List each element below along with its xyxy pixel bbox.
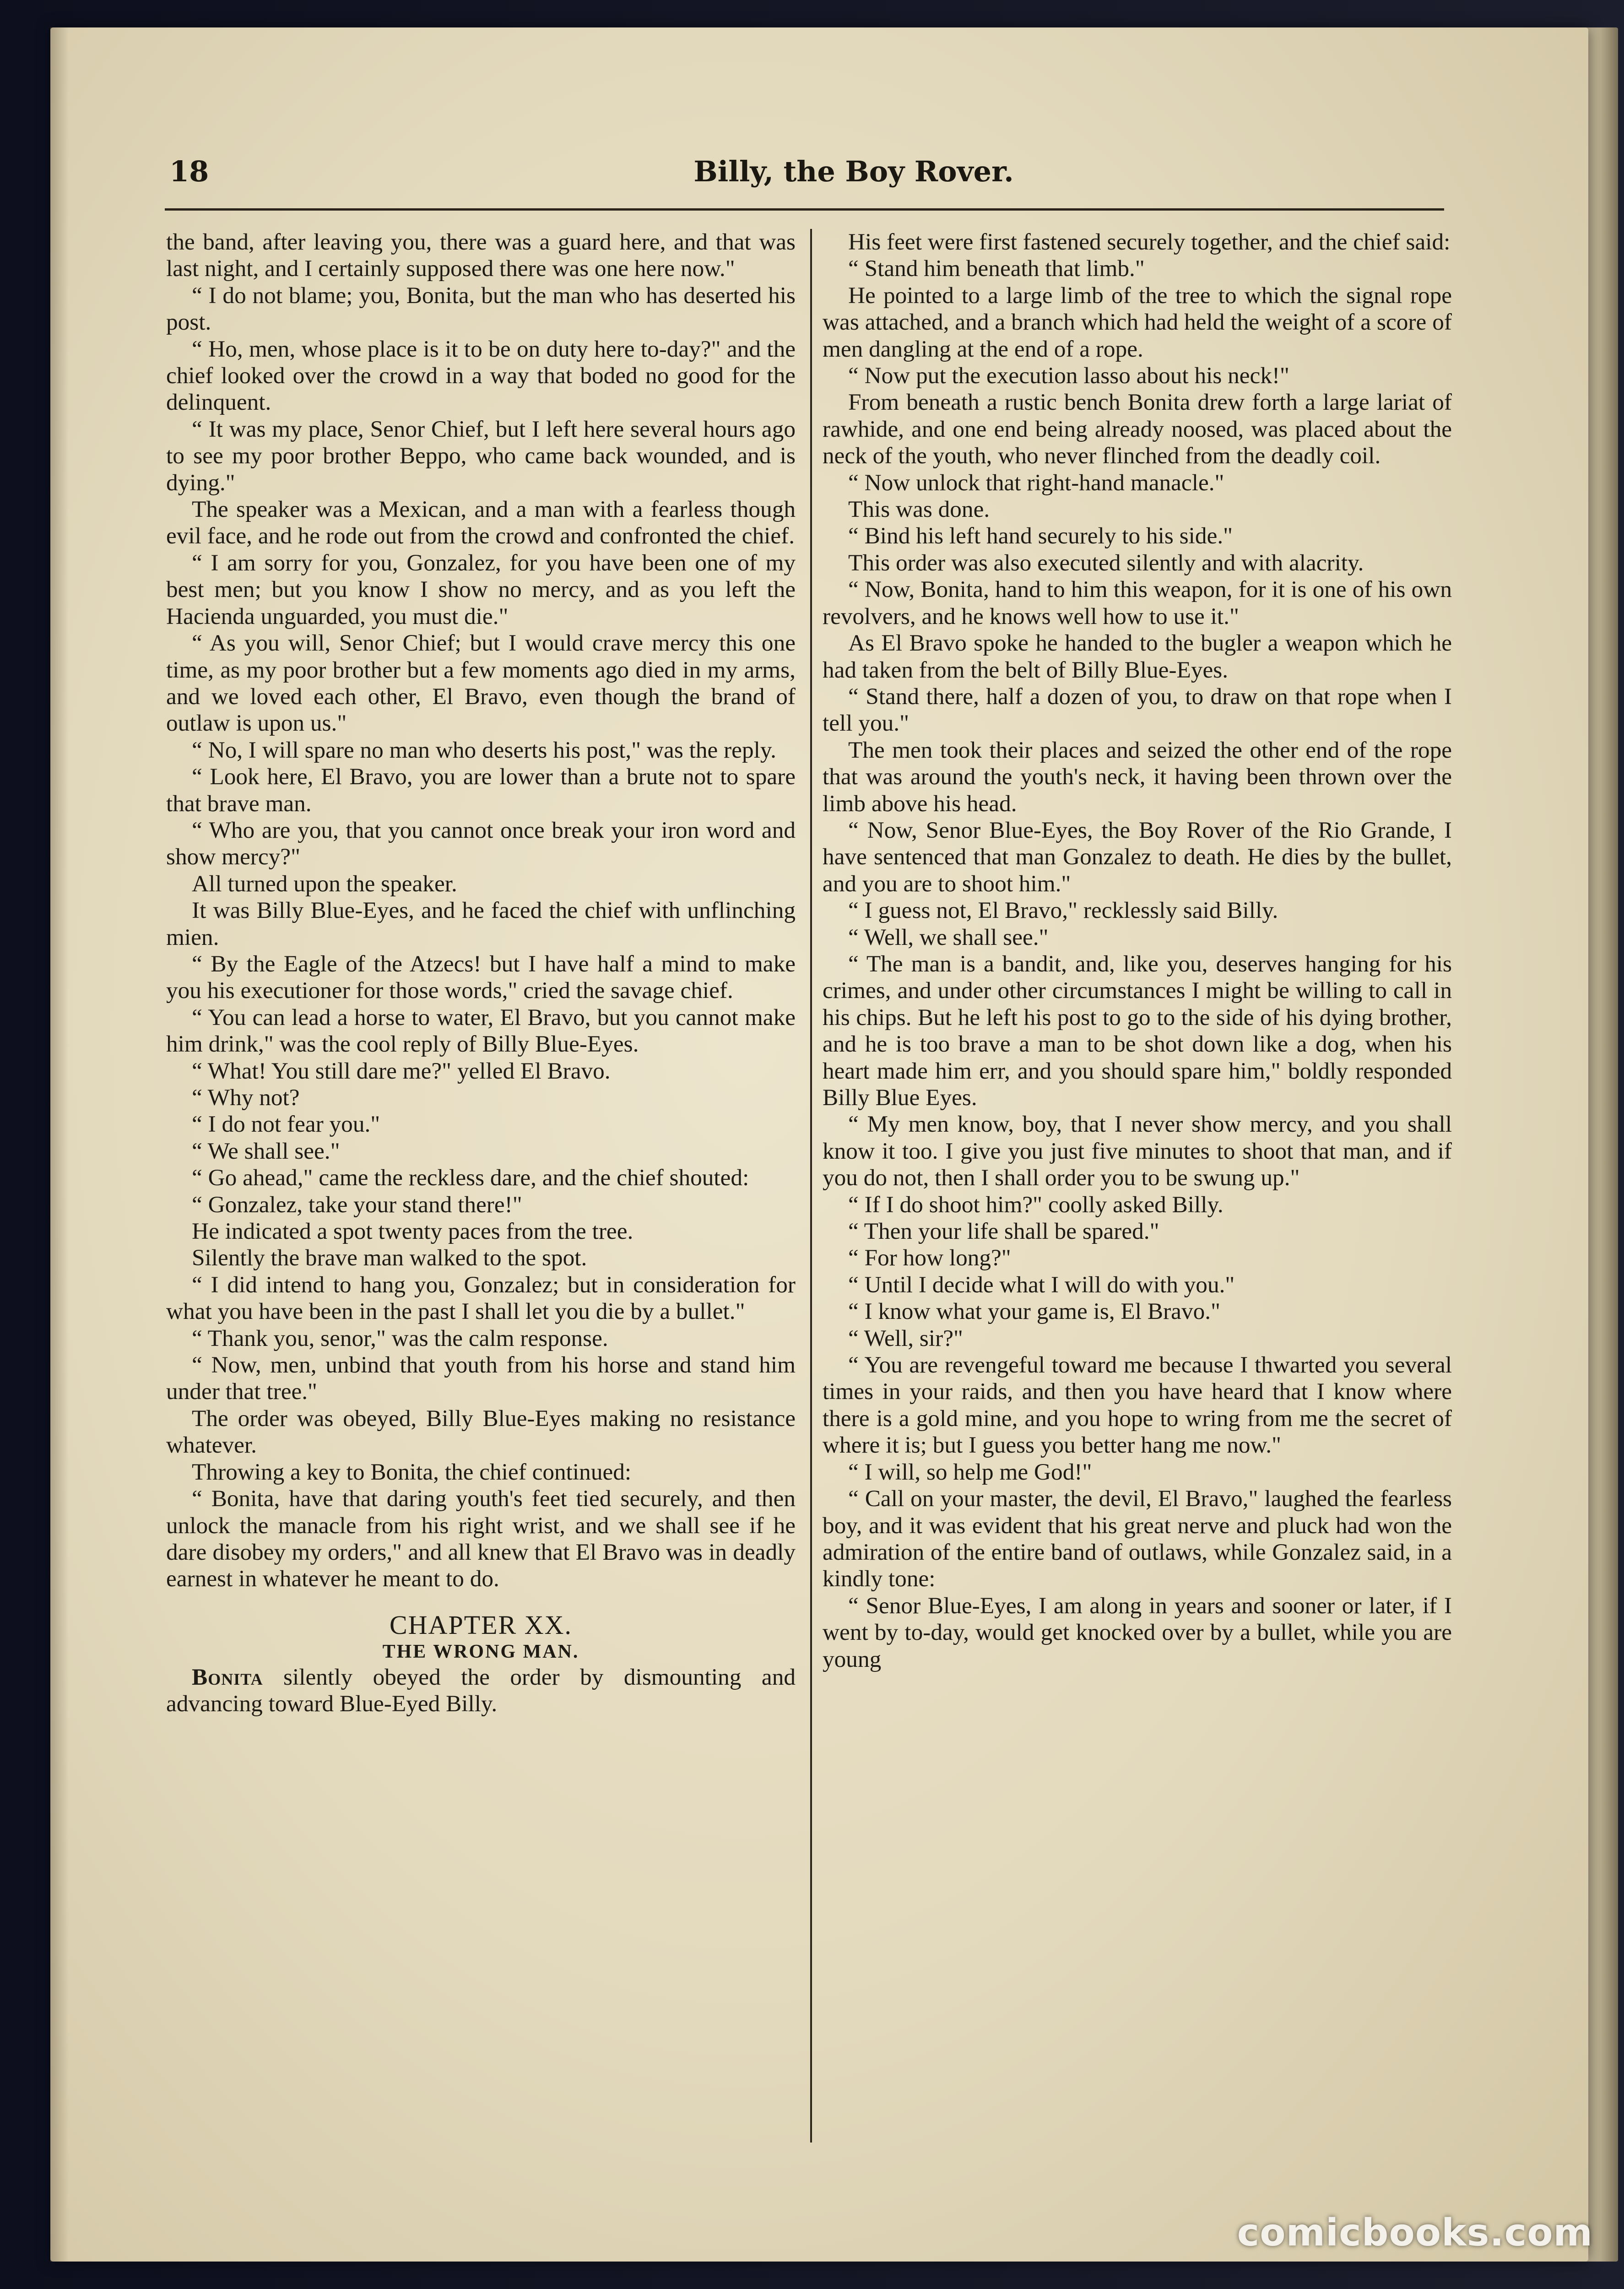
paragraph: “ Then your life shall be spared." xyxy=(848,1218,1159,1245)
paragraph: “ Now put the execution lasso about his neck!" xyxy=(848,363,1289,389)
chapter-heading: CHAPTER XX. xyxy=(389,1610,573,1640)
paragraph: His feet were first fastened securely together, and the chief said: xyxy=(848,229,1451,255)
paragraph: “ Stand him beneath that limb." xyxy=(848,255,1145,282)
paragraph: “ Bind his left hand securely to his side." xyxy=(848,523,1233,549)
paragraph: This order was also executed silently and with alacrity. xyxy=(848,549,1364,576)
paragraph: “ Well, we shall see." xyxy=(848,924,1049,950)
paragraph: It was Billy Blue-Eyes, and he faced the chief with unflinching mien. xyxy=(166,897,796,950)
paragraph: “ Bonita, have that daring youth's feet tied securely, and then unlock the manacle from his right wrist, and we shall see if he dare disobey my orders," and all knew that El Bravo was in deadly earnest in whatever he meant to do. xyxy=(166,1486,796,1592)
page-number: 18 xyxy=(169,155,209,188)
paragraph: “ Now, Bonita, hand to him this weapon, for it is one of his own revolvers, and he knows well how to use it." xyxy=(823,576,1452,629)
paragraph: All turned upon the speaker. xyxy=(192,870,457,897)
paragraph: “ My men know, boy, that I never show mercy, and you shall know it too. I give you just five minutes to shoot that man, and if you do not, then I shall order you to be swung up." xyxy=(823,1111,1452,1191)
paragraph: “ By the Eagle of the Atzecs! but I have half a mind to make you his executioner for those words," cried the savage chief. xyxy=(166,950,796,1004)
paragraph: “ Thank you, senor," was the calm response. xyxy=(192,1325,608,1351)
paragraph: “ We shall see." xyxy=(192,1138,340,1164)
paragraph: “ Ho, men, whose place is it to be on duty here to-day?" and the chief looked over the crowd in a way that boded no good for the delinquent. xyxy=(166,336,796,416)
paragraph: “ Go ahead," came the reckless dare, and the chief shouted: xyxy=(192,1165,749,1191)
paragraph: the band, after leaving you, there was a guard here, and that was last night, and I certainly supposed there was one here now." xyxy=(166,229,796,282)
paragraph: As El Bravo spoke he handed to the bugler a weapon which he had taken from the belt of Billy Blue-Eyes. xyxy=(823,630,1452,683)
paragraph: “ I know what your game is, El Bravo." xyxy=(848,1298,1221,1325)
paragraph: “ As you will, Senor Chief; but I would crave mercy this one time, as my poor brother but a few moments ago died in my arms, and we loved each other, El Bravo, even though the brand of outlaw is upon us." xyxy=(166,630,796,737)
paragraph: “ Gonzalez, take your stand there!" xyxy=(192,1191,522,1218)
site-watermark: comicbooks.com xyxy=(1237,2211,1593,2255)
paragraph: This was done. xyxy=(848,496,990,523)
header-rule xyxy=(165,208,1444,211)
paragraph: “ I do not fear you." xyxy=(192,1111,380,1138)
paragraph: “ Senor Blue-Eyes, I am along in years and sooner or later, if I went by to-day, would get knocked over by a bullet, while you are young xyxy=(823,1592,1452,1672)
paragraph: “ Stand there, half a dozen of you, to draw on that rope when I tell you." xyxy=(823,683,1452,737)
paragraph: From beneath a rustic bench Bonita drew forth a large lariat of rawhide, and one end being already noosed, was placed about the neck of the youth, who never flinched from the deadly coil. xyxy=(823,389,1452,469)
paragraph: “ It was my place, Senor Chief, but I left here several hours ago to see my poor brother Beppo, who came back wounded, and is dying." xyxy=(166,416,796,496)
paragraph: “ I did intend to hang you, Gonzalez; but in consideration for what you have been in the past I shall let you die by a bullet." xyxy=(166,1271,796,1325)
page-gutter-shadow xyxy=(50,27,69,2262)
paragraph: The men took their places and seized the other end of the rope that was around the youth's neck, it having been thrown over the limb above his head. xyxy=(823,737,1452,817)
paragraph: “ Now, Senor Blue-Eyes, the Boy Rover of the Rio Grande, I have sentenced that man Gonzalez to death. He dies by the bullet, and you are to shoot him." xyxy=(823,817,1452,897)
chapter-first-word: Bonita xyxy=(192,1664,263,1690)
paragraph: “ Look here, El Bravo, you are lower than a brute not to spare that brave man. xyxy=(166,764,796,817)
paragraph: Silently the brave man walked to the spot. xyxy=(192,1245,587,1271)
paragraph: Throwing a key to Bonita, the chief continued: xyxy=(192,1459,632,1485)
paragraph: “ You are revengeful toward me because I thwarted you several times in your raids, and then you have heard that I know where there is a gold mine, and you hope to wring from me the secret of where it is; but I guess you better hang me now." xyxy=(823,1352,1452,1459)
paragraph: “ Well, sir?" xyxy=(848,1325,963,1351)
chapter-first-paragraph xyxy=(166,1664,796,1718)
paragraph: He pointed to a large limb of the tree to which the signal rope was attached, and a branch which had held the weight of a score of men dangling at the end of a rope. xyxy=(823,282,1452,362)
paragraph: “ Until I decide what I will do with you." xyxy=(848,1271,1235,1298)
paragraph: “ I do not blame; you, Bonita, but the man who has deserted his post. xyxy=(166,282,796,336)
chapter-first-paragraph-text: silently obeyed the order by dismounting and advancing toward Blue-Eyed Billy. xyxy=(166,1664,796,1717)
right-column xyxy=(823,229,1452,1673)
paragraph: “ I guess not, El Bravo," recklessly said Billy. xyxy=(848,897,1278,924)
right-column-paragraphs xyxy=(823,229,1452,1673)
left-column-paragraphs xyxy=(166,229,796,1593)
paragraph: “ You can lead a horse to water, El Bravo, but you cannot make him drink," was the cool reply of Billy Blue-Eyes. xyxy=(166,1004,796,1058)
paragraph: The order was obeyed, Billy Blue-Eyes making no resistance whatever. xyxy=(166,1405,796,1459)
page-header xyxy=(169,151,1446,192)
paragraph: “ The man is a bandit, and, like you, deserves hanging for his crimes, and under other circumstances I might be willing to call in his chips. But he left his post to go to the side of his dying brother, and he is too brave a man to be shot down like a dog, when his heart made him err, and you should spare him," boldly responded Billy Blue Eyes. xyxy=(823,950,1452,1111)
paragraph: “ If I do shoot him?" coolly asked Billy. xyxy=(848,1191,1223,1218)
paragraph: The speaker was a Mexican, and a man with a fearless though evil face, and he rode out from the crowd and confronted the chief. xyxy=(166,496,796,549)
paragraph: “ Why not? xyxy=(192,1085,300,1111)
paragraph: “ Call on your master, the devil, El Bravo," laughed the fearless boy, and it was evident that his great nerve and pluck had won the admiration of the entire band of outlaws, while Gonzalez said, in a kindly tone: xyxy=(823,1486,1452,1592)
paragraph: “ No, I will spare no man who deserts his post," was the reply. xyxy=(192,737,776,763)
paragraph: “ What! You still dare me?" yelled El Bravo. xyxy=(192,1058,611,1084)
paragraph: “ I will, so help me God!" xyxy=(848,1459,1092,1485)
paragraph: “ Now, men, unbind that youth from his horse and stand him under that tree." xyxy=(166,1352,796,1405)
paragraph: “ For how long?" xyxy=(848,1245,1011,1271)
paragraph: “ Who are you, that you cannot once break your iron word and show mercy?" xyxy=(166,817,796,870)
chapter-subtitle: THE WRONG MAN. xyxy=(382,1641,579,1662)
left-column xyxy=(166,229,796,1718)
paragraph: “ I am sorry for you, Gonzalez, for you have been one of my best men; but you know I show no mercy, and as you left the Hacienda unguarded, you must die." xyxy=(166,549,796,629)
running-title: Billy, the Boy Rover. xyxy=(693,155,1014,188)
paragraph: “ Now unlock that right-hand manacle." xyxy=(848,469,1224,496)
column-divider xyxy=(810,229,812,2143)
paragraph: He indicated a spot twenty paces from the tree. xyxy=(192,1218,633,1245)
